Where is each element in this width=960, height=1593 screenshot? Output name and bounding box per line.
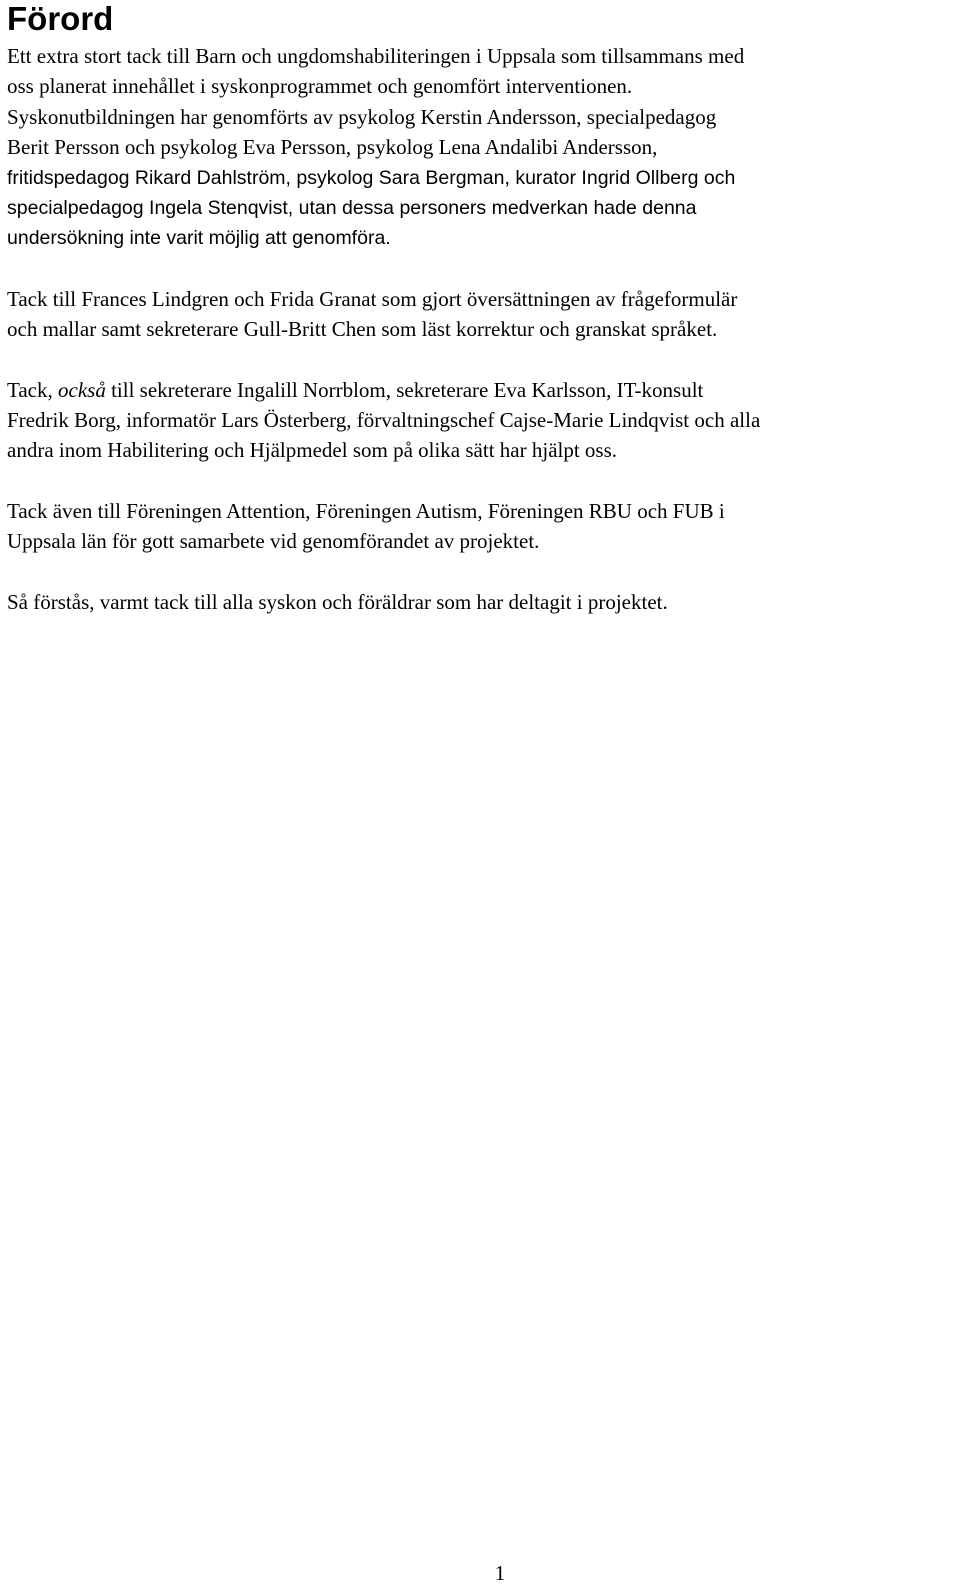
paragraph-line: Uppsala län för gott samarbete vid genomförandet av projektet. (7, 529, 540, 554)
paragraph-gap (7, 254, 955, 284)
paragraph-line: undersökning inte varit möjlig att genomföra. (7, 227, 391, 250)
paragraph-line: Så förstås, varmt tack till alla syskon och föräldrar som har deltagit i projektet. (7, 589, 668, 614)
paragraph-line: Ett extra stort tack till Barn och ungdomshabiliteringen i Uppsala som tillsammans med (7, 44, 745, 68)
paragraph-thanks-families (7, 587, 955, 617)
paragraph-thanks-habilitation (7, 41, 955, 254)
paragraph-thanks-staff (7, 375, 955, 466)
document-page (7, 0, 955, 617)
text-run: Tack, (7, 377, 59, 402)
emphasis-text: också (58, 377, 106, 402)
paragraph-thanks-associations (7, 496, 955, 557)
paragraph-line: och mallar samt sekreterare Gull-Britt Chen som läst korrektur och granskat språket. (7, 317, 718, 342)
paragraph-line: Syskonutbildningen har genomförts av psykolog Kerstin Andersson, specialpedagog (7, 104, 717, 129)
paragraph-gap (7, 345, 955, 375)
page-number: 1 (494, 1561, 506, 1585)
text-run: till sekreterare Ingalill Norrblom, sekreterare Eva Karlsson, IT-konsult (105, 377, 704, 402)
paragraph-gap (7, 557, 955, 587)
paragraph-line: oss planerat innehållet i syskonprogrammet och genomfört interventionen. (7, 74, 633, 99)
paragraph-line: specialpedagog Ingela Stenqvist, utan dessa personers medverkan hade denna (7, 197, 697, 220)
paragraph-thanks-translation (7, 284, 955, 345)
paragraph-line: Berit Persson och psykolog Eva Persson, psykolog Lena Andalibi Andersson, (7, 135, 658, 160)
paragraph-line: Tack även till Föreningen Attention, Föreningen Autism, Föreningen RBU och FUB i (7, 498, 725, 523)
paragraph-gap (7, 466, 955, 496)
paragraph-line (7, 375, 955, 405)
paragraph-line: Tack till Frances Lindgren och Frida Granat som gjort översättningen av frågeformulär (7, 286, 738, 311)
page-title: Förord (7, 0, 114, 37)
paragraph-line: andra inom Habilitering och Hjälpmedel som på olika sätt har hjälpt oss. (7, 438, 618, 463)
paragraph-line: fritidspedagog Rikard Dahlström, psykolog Sara Bergman, kurator Ingrid Ollberg och (7, 166, 736, 189)
paragraph-line: Fredrik Borg, informatör Lars Österberg, förvaltningschef Cajse-Marie Lindqvist och alla (7, 408, 761, 433)
